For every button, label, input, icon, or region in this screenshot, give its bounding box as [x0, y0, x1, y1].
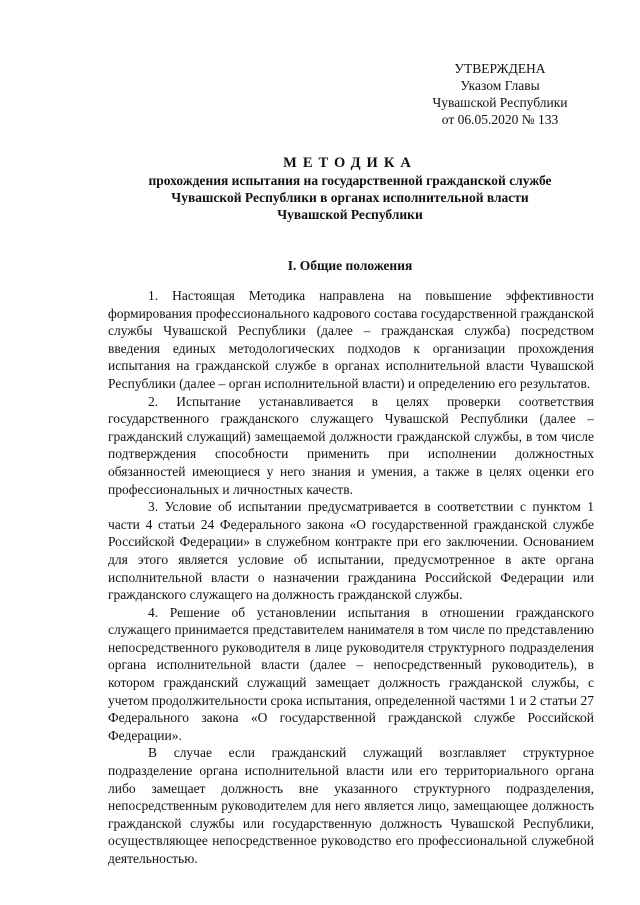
paragraph-2: 2. Испытание устанавливается в целях проверки соответствия государственного гражданского служащего Чувашской Республики (далее – гражданский служащий) замещаемой должности гражданской службы, в том числе подтверждения способности применить при исполнении должностных обязанностей имеющиеся у него знания и умения, а также в целях оценки его профессиональных и личностных качеств.: [108, 393, 594, 497]
section-body: [108, 287, 594, 868]
title-subtitle-line-1: прохождения испытания на государственной гражданской службе: [148, 173, 552, 188]
paragraph-1: 1. Настоящая Методика направлена на повышение эффективности формирования профессионального кадрового состава государственной гражданской службы Чувашской Республики (далее – гражданская служба) посредством введения единых методологических подходов к организации прохождения испытания на гражданской службе в органах исполнительной власти Чувашской Республики (далее – орган исполнительной власти) и определению его результатов.: [108, 288, 594, 391]
approval-republic: Чувашской Республики: [432, 95, 568, 110]
approval-date-number: от 06.05.2020 № 133: [441, 112, 559, 127]
approval-decree: Указом Главы: [460, 78, 540, 93]
paragraph-3: 3. Условие об испытании предусматривается в соответствии с пунктом 1 части 4 статьи 24 Федерального закона «О государственной гражданской службе Российской Федерации» в служебном контракте при его заключении. Основанием для этого является условие об испытании, предусмотренное в акте органа исполнительной власти о назначении гражданина Российской Федерации или гражданского служащего на должность гражданской службы.: [108, 499, 594, 603]
document-title: [60, 154, 640, 223]
section-heading: I. Общие положения: [287, 258, 413, 273]
approval-approved: УТВЕРЖДЕНА: [454, 61, 546, 76]
title-subtitle-line-3: Чувашской Республики: [277, 207, 423, 222]
paragraph-5: В случае если гражданский служащий возглавляет структурное подразделение органа исполнительной власти или его территориального органа либо замещает должность вне указанного структурного подразделения, непосредственным руководителем для него является лицо, замещающее должность гражданской службы или государственную должность Чувашской Республики, осуществляющее непосредственное руководство его профессиональной служебной деятельностью.: [108, 745, 594, 866]
title-main: МЕТОДИКА: [283, 155, 417, 171]
approval-stamp: [400, 60, 600, 128]
paragraph-4: 4. Решение об установлении испытания в отношении гражданского служащего принимается представителем нанимателя в том числе по представлению непосредственного руководителя в лице руководителя структурного подразделения органа исполнительной власти (далее – непосредственный руководитель), в котором гражданский служащий замещает должность гражданской службы, с учетом продолжительности срока испытания, определенной частями 1 и 2 статьи 27 Федерального закона «О государственной гражданской службе Российской Федерации».: [108, 604, 594, 743]
title-subtitle-line-2: Чувашской Республики в органах исполнительной власти: [171, 190, 529, 205]
